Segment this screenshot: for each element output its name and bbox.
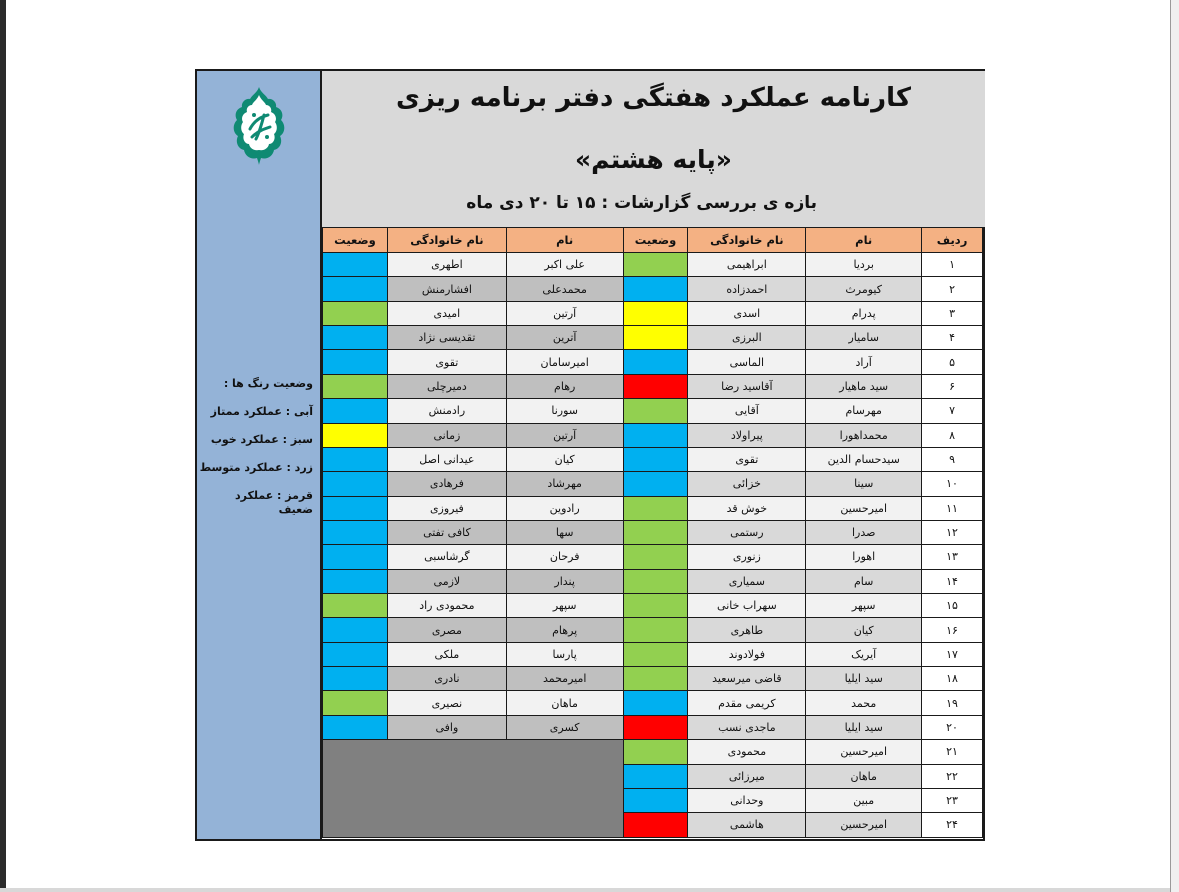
student-family: فرهادی bbox=[387, 472, 506, 496]
legend-item-yellow: زرد : عملکرد متوسط bbox=[199, 461, 313, 474]
student-family: اسدی bbox=[688, 301, 806, 325]
status-cell bbox=[323, 277, 388, 301]
student-family: آقاسید رضا bbox=[688, 374, 806, 398]
row-number: ۲ bbox=[922, 277, 983, 301]
table-row bbox=[323, 496, 983, 520]
student-family: کریمی مقدم bbox=[688, 691, 806, 715]
report-header bbox=[322, 71, 985, 227]
status-cell bbox=[323, 594, 388, 618]
row-number: ۱ bbox=[922, 253, 983, 277]
table-row bbox=[323, 667, 983, 691]
student-family: مصری bbox=[387, 618, 506, 642]
student-family: رادمنش bbox=[387, 399, 506, 423]
row-number: ۱۵ bbox=[922, 594, 983, 618]
student-name: امیرمحمد bbox=[506, 667, 623, 691]
student-family: وحدانی bbox=[688, 788, 806, 812]
student-name: علی اکبر bbox=[506, 253, 623, 277]
status-cell bbox=[623, 496, 688, 520]
legend-item-blue: آبی : عملکرد ممتاز bbox=[210, 405, 313, 418]
row-number: ۴ bbox=[922, 326, 983, 350]
color-legend bbox=[197, 377, 317, 517]
student-family: خوش قد bbox=[688, 496, 806, 520]
row-number: ۱۱ bbox=[922, 496, 983, 520]
table-row bbox=[323, 326, 983, 350]
status-cell bbox=[623, 569, 688, 593]
table-row bbox=[323, 423, 983, 447]
legend-item-green: سبز : عملکرد خوب bbox=[210, 433, 313, 446]
student-family: سمیاری bbox=[688, 569, 806, 593]
table-row bbox=[323, 691, 983, 715]
sidebar-panel bbox=[197, 71, 322, 839]
student-family: تقدیسی نژاد bbox=[387, 326, 506, 350]
row-number: ۱۷ bbox=[922, 642, 983, 666]
student-name: سیدحسام الدین bbox=[806, 447, 922, 471]
row-number: ۸ bbox=[922, 423, 983, 447]
row-number: ۲۳ bbox=[922, 788, 983, 812]
status-cell bbox=[323, 472, 388, 496]
table-row bbox=[323, 520, 983, 544]
status-cell bbox=[323, 569, 388, 593]
student-family: سهراب خانی bbox=[688, 594, 806, 618]
status-cell bbox=[623, 447, 688, 471]
student-family: فولادوند bbox=[688, 642, 806, 666]
status-cell bbox=[323, 399, 388, 423]
student-name: سپهر bbox=[806, 594, 922, 618]
student-name: پدرام bbox=[806, 301, 922, 325]
status-cell bbox=[623, 350, 688, 374]
student-name: پرهام bbox=[506, 618, 623, 642]
student-family: وافی bbox=[387, 715, 506, 739]
student-family: نصیری bbox=[387, 691, 506, 715]
student-family: قاضی میرسعید bbox=[688, 667, 806, 691]
status-cell bbox=[323, 496, 388, 520]
row-number: ۲۲ bbox=[922, 764, 983, 788]
header-name-2: نام bbox=[506, 228, 623, 253]
student-family: زمانی bbox=[387, 423, 506, 447]
row-number: ۱۸ bbox=[922, 667, 983, 691]
student-family: کافی تفتی bbox=[387, 520, 506, 544]
status-cell bbox=[623, 788, 688, 812]
student-name: کسری bbox=[506, 715, 623, 739]
row-number: ۱۶ bbox=[922, 618, 983, 642]
table-row bbox=[323, 253, 983, 277]
status-cell bbox=[623, 715, 688, 739]
student-family: البرزی bbox=[688, 326, 806, 350]
student-name: سید ماهیار bbox=[806, 374, 922, 398]
report-sheet bbox=[195, 69, 985, 841]
row-number: ۱۴ bbox=[922, 569, 983, 593]
status-cell bbox=[323, 520, 388, 544]
status-cell bbox=[623, 691, 688, 715]
student-name: سورنا bbox=[506, 399, 623, 423]
student-family: نادری bbox=[387, 667, 506, 691]
student-family: عیدانی اصل bbox=[387, 447, 506, 471]
grade-subtitle: «پایه هشتم» bbox=[575, 145, 732, 174]
row-number: ۲۴ bbox=[922, 813, 983, 837]
window-bottom-edge bbox=[0, 888, 1170, 892]
student-name: محمدعلی bbox=[506, 277, 623, 301]
student-name: پارسا bbox=[506, 642, 623, 666]
table-row bbox=[323, 594, 983, 618]
student-family: ملکی bbox=[387, 642, 506, 666]
row-number: ۶ bbox=[922, 374, 983, 398]
table-row bbox=[323, 715, 983, 739]
status-cell bbox=[623, 399, 688, 423]
student-family: طاهری bbox=[688, 618, 806, 642]
student-name: آترین bbox=[506, 326, 623, 350]
student-family: امیدی bbox=[387, 301, 506, 325]
student-family: رستمی bbox=[688, 520, 806, 544]
student-family: گرشاسبی bbox=[387, 545, 506, 569]
table-row bbox=[323, 277, 983, 301]
empty-area bbox=[323, 740, 624, 837]
student-family: پیراولاد bbox=[688, 423, 806, 447]
row-number: ۱۰ bbox=[922, 472, 983, 496]
row-number: ۲۰ bbox=[922, 715, 983, 739]
royesh-logo-icon bbox=[230, 85, 288, 167]
table-row bbox=[323, 447, 983, 471]
student-family: محمودی راد bbox=[387, 594, 506, 618]
student-name: امیرحسین bbox=[806, 813, 922, 837]
status-cell bbox=[623, 594, 688, 618]
student-name: سام bbox=[806, 569, 922, 593]
row-number: ۷ bbox=[922, 399, 983, 423]
student-family: فیروزی bbox=[387, 496, 506, 520]
student-family: آقایی bbox=[688, 399, 806, 423]
status-cell bbox=[323, 667, 388, 691]
student-name: آرتین bbox=[506, 301, 623, 325]
status-cell bbox=[323, 642, 388, 666]
table-row bbox=[323, 545, 983, 569]
header-status-1: وضعیت bbox=[623, 228, 688, 253]
table-row bbox=[323, 374, 983, 398]
status-cell bbox=[323, 423, 388, 447]
student-name: مهرشاد bbox=[506, 472, 623, 496]
row-number: ۵ bbox=[922, 350, 983, 374]
student-name: مهرسام bbox=[806, 399, 922, 423]
student-name: صدرا bbox=[806, 520, 922, 544]
table-row bbox=[323, 642, 983, 666]
status-cell bbox=[623, 326, 688, 350]
header-name-1: نام bbox=[806, 228, 922, 253]
status-cell bbox=[623, 277, 688, 301]
student-name: سامیار bbox=[806, 326, 922, 350]
status-cell bbox=[623, 667, 688, 691]
student-family: زنوری bbox=[688, 545, 806, 569]
student-name: امیرحسین bbox=[806, 496, 922, 520]
status-cell bbox=[623, 423, 688, 447]
student-family: تقوی bbox=[387, 350, 506, 374]
student-name: رادوین bbox=[506, 496, 623, 520]
row-number: ۳ bbox=[922, 301, 983, 325]
row-number: ۹ bbox=[922, 447, 983, 471]
student-name: ماهان bbox=[806, 764, 922, 788]
vertical-scrollbar[interactable] bbox=[1170, 0, 1179, 892]
student-name: بردیا bbox=[806, 253, 922, 277]
student-name: کیان bbox=[806, 618, 922, 642]
student-family: تقوی bbox=[688, 447, 806, 471]
row-number: ۲۱ bbox=[922, 740, 983, 764]
status-cell bbox=[623, 374, 688, 398]
table-row bbox=[323, 472, 983, 496]
student-name: آیریک bbox=[806, 642, 922, 666]
window-left-edge bbox=[0, 0, 6, 892]
student-family: محمودی bbox=[688, 740, 806, 764]
student-family: میرزائی bbox=[688, 764, 806, 788]
student-family: ماجدی نسب bbox=[688, 715, 806, 739]
status-cell bbox=[323, 715, 388, 739]
student-name: رهام bbox=[506, 374, 623, 398]
table-row bbox=[323, 301, 983, 325]
student-name: پندار bbox=[506, 569, 623, 593]
student-name: اهورا bbox=[806, 545, 922, 569]
status-cell bbox=[323, 301, 388, 325]
table-row bbox=[323, 350, 983, 374]
header-family-1: نام خانوادگی bbox=[688, 228, 806, 253]
student-name: کیان bbox=[506, 447, 623, 471]
status-cell bbox=[323, 326, 388, 350]
status-cell bbox=[623, 813, 688, 837]
student-family: خزائی bbox=[688, 472, 806, 496]
student-name: ماهان bbox=[506, 691, 623, 715]
status-cell bbox=[623, 301, 688, 325]
legend-item-red: قرمز : عملکرد ضعیف bbox=[234, 489, 313, 516]
report-title: کارنامه عملکرد هفتگی دفتر برنامه ریزی bbox=[396, 83, 911, 113]
student-family: هاشمی bbox=[688, 813, 806, 837]
student-family: لازمی bbox=[387, 569, 506, 593]
student-family: اطهری bbox=[387, 253, 506, 277]
performance-table bbox=[322, 227, 983, 838]
status-cell bbox=[323, 350, 388, 374]
student-name: سها bbox=[506, 520, 623, 544]
student-name: کیومرث bbox=[806, 277, 922, 301]
table-row bbox=[323, 569, 983, 593]
status-cell bbox=[623, 618, 688, 642]
row-number: ۱۳ bbox=[922, 545, 983, 569]
status-cell bbox=[323, 253, 388, 277]
student-name: محمداهورا bbox=[806, 423, 922, 447]
student-family: ابراهیمی bbox=[688, 253, 806, 277]
status-cell bbox=[323, 447, 388, 471]
student-family: احمدزاده bbox=[688, 277, 806, 301]
header-radif: ردیف bbox=[922, 228, 983, 253]
status-cell bbox=[323, 618, 388, 642]
status-cell bbox=[623, 764, 688, 788]
legend-heading: وضعیت رنگ ها : bbox=[223, 377, 313, 390]
student-name: آراد bbox=[806, 350, 922, 374]
student-name: سید ایلیا bbox=[806, 715, 922, 739]
status-cell bbox=[623, 642, 688, 666]
table-row bbox=[323, 399, 983, 423]
student-family: افشارمنش bbox=[387, 277, 506, 301]
student-name: سینا bbox=[806, 472, 922, 496]
status-cell bbox=[623, 545, 688, 569]
student-name: سید ایلیا bbox=[806, 667, 922, 691]
row-number: ۱۹ bbox=[922, 691, 983, 715]
student-name: امیرسامان bbox=[506, 350, 623, 374]
student-name: مبین bbox=[806, 788, 922, 812]
student-name: سپهر bbox=[506, 594, 623, 618]
status-cell bbox=[623, 253, 688, 277]
student-name: آرتین bbox=[506, 423, 623, 447]
status-cell bbox=[323, 691, 388, 715]
table-header-row bbox=[323, 228, 983, 253]
student-family: دمیرچلی bbox=[387, 374, 506, 398]
student-name: امیرحسین bbox=[806, 740, 922, 764]
header-family-2: نام خانوادگی bbox=[387, 228, 506, 253]
status-cell bbox=[623, 740, 688, 764]
header-status-2: وضعیت bbox=[323, 228, 388, 253]
row-number: ۱۲ bbox=[922, 520, 983, 544]
report-period: بازه ی بررسی گزارشات : ۱۵ تا ۲۰ دی ماه bbox=[466, 193, 817, 213]
table-row bbox=[323, 740, 983, 764]
student-name: محمد bbox=[806, 691, 922, 715]
status-cell bbox=[623, 472, 688, 496]
table-row bbox=[323, 618, 983, 642]
status-cell bbox=[623, 520, 688, 544]
student-name: فرحان bbox=[506, 545, 623, 569]
status-cell bbox=[323, 545, 388, 569]
student-family: الماسی bbox=[688, 350, 806, 374]
status-cell bbox=[323, 374, 388, 398]
